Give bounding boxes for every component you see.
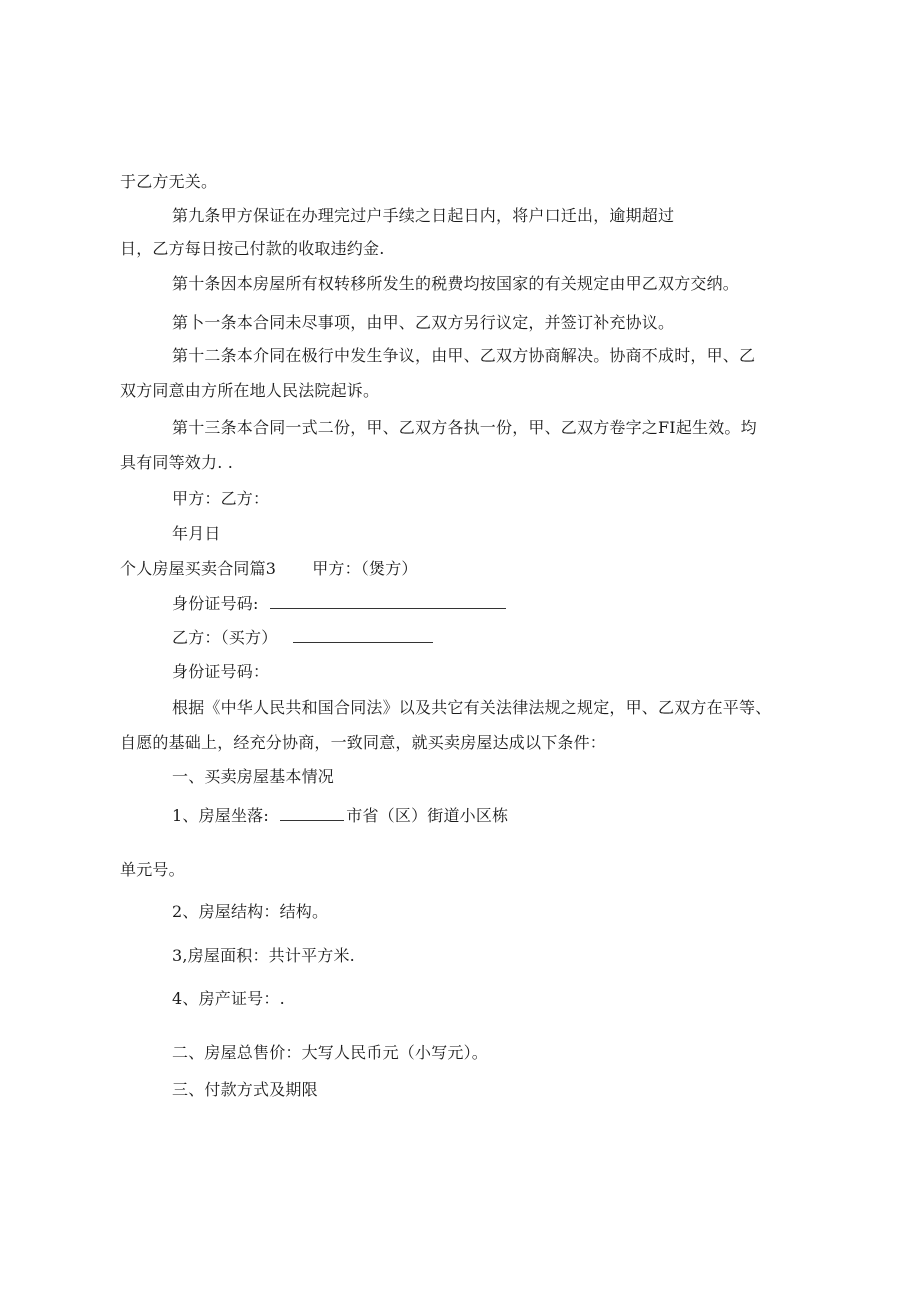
section-2-heading: 二、房屋总售价：大写人民币元（小写元）。 — [172, 1043, 489, 1062]
blank-field — [280, 806, 344, 821]
house-structure: 2、房屋结构：结构。 — [172, 902, 329, 921]
id-number-b: 身份证号码： — [172, 662, 270, 681]
clause-10: 第十条因本房屋所有权转移所发生的税费均按国家的有关规定由甲乙双方交纳。 — [172, 274, 740, 293]
section-1-heading: 一、买卖房屋基本情况 — [172, 767, 335, 786]
house-location — [172, 806, 508, 826]
section-3-heading: 三、付款方式及期限 — [172, 1080, 318, 1099]
unit-number: 单元号。 — [120, 860, 185, 879]
house-area: 3,房屋面积：共计平方米. — [172, 946, 355, 965]
contract-title: 个人房屋买卖合同篇3 — [120, 559, 277, 578]
id-number-a — [172, 594, 506, 614]
clause-12-cont: 双方同意由方所在地人民法院起诉。 — [120, 381, 380, 400]
property-certificate: 4、房产证号：. — [172, 989, 285, 1008]
party-b-label: 乙方：（买方） — [172, 628, 278, 647]
signature-date: 年月日 — [172, 524, 221, 543]
clause-12: 第十二条本介同在极行中发生争议，由甲、乙双方协商解决。协商不成时，甲、乙 — [172, 346, 756, 365]
id-number-label: 身份证号码: — [172, 594, 259, 613]
clause-9-cont: 日，乙方每日按己付款的收取违约金. — [120, 239, 385, 258]
clause-11: 第卜一条本合同未尽事项，由甲、乙双方另行议定，并签订补充协议。 — [172, 313, 675, 332]
house-location-label: 1、房屋坐落: — [172, 806, 269, 825]
preamble-cont: 自愿的基础上，经充分协商，一致同意，就买卖房屋达成以下条件： — [120, 733, 607, 752]
party-b-buyer — [172, 628, 433, 648]
party-a-seller: 甲方：（煲方） — [312, 559, 418, 578]
section-title — [120, 559, 418, 579]
preamble: 根据《中华人民共和国合同法》以及共它有关法律法规之规定，甲、乙双方在平等、 — [172, 698, 772, 717]
blank-field — [293, 628, 433, 643]
text-line: 于乙方无关。 — [120, 172, 218, 191]
signature-parties: 甲方：乙方： — [172, 489, 270, 508]
house-location-detail: 市省（区）街道小区栋 — [346, 806, 509, 825]
clause-13: 第十三条本合同一式二份，甲、乙双方各执一份，甲、乙双方卷字之FI起生效。均 — [172, 418, 757, 437]
clause-9: 第九条甲方保证在办理完过户手续之日起日内，将户口迁出，逾期超过 — [172, 206, 675, 225]
blank-field — [270, 594, 506, 609]
clause-13-cont: 具有同等效力. . — [120, 453, 234, 472]
